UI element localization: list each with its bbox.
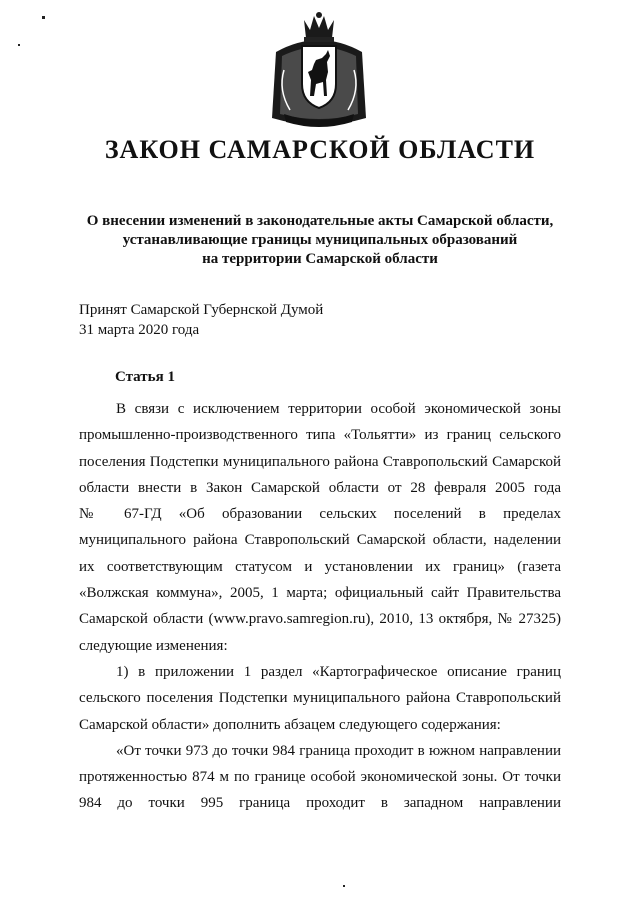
scan-speck: [343, 885, 345, 887]
body-line: № 67-ГД «Об образовании сельских поселений в пределах: [79, 506, 561, 523]
subject-line: на территории Самарской области: [202, 251, 438, 267]
samara-coat-of-arms-icon: [270, 10, 368, 128]
body-line: Самарской области (www.pravo.samregion.ru), 2010, 13 октября, № 27325): [79, 611, 561, 628]
body-line: сельского поселения Подстепки муниципального района Ставропольский: [79, 690, 561, 707]
body-line: следующие изменения:: [79, 637, 228, 654]
body-line: В связи с исключением территории особой экономической зоны: [116, 401, 561, 417]
body-line: муниципального района Ставропольский Самарской области, наделении: [79, 532, 561, 549]
law-title: ЗАКОН САМАРСКОЙ ОБЛАСТИ: [104, 135, 536, 164]
law-subject: [80, 212, 560, 269]
body-line: области внести в Закон Самарской области от 28 февраля 2005 года: [79, 479, 561, 496]
body-line: промышленно-производственного типа «Тольятти» из границ сельского: [79, 427, 561, 444]
body-line: протяженностью 874 м по границе особой экономической зоны. От точки: [79, 769, 561, 786]
article-heading: Статья 1: [115, 369, 175, 385]
adoption-info: [79, 300, 323, 340]
body-line: поселения Подстепки муниципального района Ставропольский Самарской: [79, 453, 561, 470]
body-line: 1) в приложении 1 раздел «Картографическое описание границ: [116, 663, 561, 680]
scan-speck: [42, 16, 45, 19]
body-line: их соответствующим статусом и установлении их границ» (газета: [79, 558, 561, 575]
adopted-date: 31 марта 2020 года: [79, 322, 200, 338]
scan-speck: [18, 44, 20, 46]
article-body: [79, 396, 561, 817]
adopted-by: Принят Самарской Губернской Думой: [79, 302, 324, 318]
body-line: «От точки 973 до точки 984 граница проходит в южном направлении: [116, 742, 561, 759]
body-line: 984 до точки 995 граница проходит в западном направлении: [79, 795, 561, 812]
body-line: «Волжская коммуна», 2005, 1 марта; официальный сайт Правительства: [79, 585, 561, 602]
subject-line: О внесении изменений в законодательные акты Самарской области,: [86, 213, 554, 229]
subject-line: устанавливающие границы муниципальных образований: [122, 232, 518, 248]
body-line: Самарской области» дополнить абзацем следующего содержания:: [79, 716, 501, 733]
